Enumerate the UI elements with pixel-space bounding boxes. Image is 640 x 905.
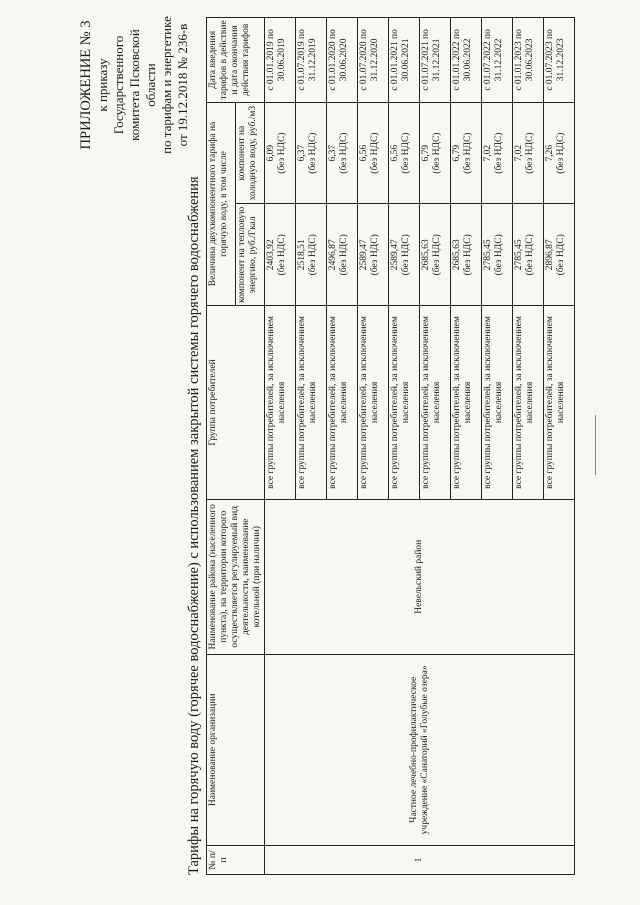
water-vat-note: (без НДС) [432, 132, 442, 174]
water-vat-note: (без НДС) [494, 132, 504, 174]
tariff-period: с 01.07.2019 по 31.12.2019 [296, 18, 327, 103]
water-value: 7,02 [483, 144, 493, 162]
appendix-line: от 19.12.2018 № 236-в [175, 23, 190, 147]
tariff-period: с 01.07.2021 по 31.12.2021 [420, 18, 451, 103]
heat-value: 2785,45 [514, 239, 524, 271]
tariff-period: с 01.07.2023 по 31.12.2023 [544, 18, 575, 103]
tariff-period: с 01.01.2019 по 30.06.2019 [265, 18, 296, 103]
heat-value: 2896,87 [545, 239, 555, 271]
water-component [482, 102, 513, 204]
header-num: № п/п [207, 845, 265, 874]
tariff-period: с 01.01.2020 по 30.06.2020 [327, 18, 358, 103]
heat-vat-note: (без НДС) [432, 234, 442, 276]
heat-value: 2685,63 [452, 239, 462, 271]
tariff-period: с 01.07.2020 по 31.12.2020 [358, 18, 389, 103]
water-component [389, 102, 420, 204]
header-heat: компонент на тепловую энергию, руб./Гкал [236, 204, 265, 306]
heat-vat-note: (без НДС) [525, 234, 535, 276]
consumer-group: все группы потребителей, за исключением населения [513, 306, 544, 500]
heat-value: 2518,51 [297, 239, 307, 271]
water-value: 6,56 [390, 144, 400, 162]
consumer-group: все группы потребителей, за исключением населения [544, 306, 575, 500]
heat-value: 2496,87 [328, 239, 338, 271]
heat-component [265, 204, 296, 306]
appendix-line: по тарифам и энергетике [159, 16, 174, 154]
district-name: Невельский район [265, 499, 575, 654]
water-vat-note: (без НДС) [370, 132, 380, 174]
heat-component [451, 204, 482, 306]
heat-vat-note: (без НДС) [370, 234, 380, 276]
water-value: 6,79 [452, 144, 462, 162]
heat-component [513, 204, 544, 306]
consumer-group: все группы потребителей, за исключением населения [482, 306, 513, 500]
row-number: 1 [265, 845, 575, 874]
water-value: 6,56 [359, 144, 369, 162]
heat-component [358, 204, 389, 306]
heat-value: 2685,63 [421, 239, 431, 271]
document-title: Тарифы на горячую воду (горячее водоснабжение) с использованием закрытой системы горячего водоснабжения [186, 176, 202, 875]
appendix-block [78, 10, 191, 160]
header-water: компонент на холодную воду, руб./м3 [236, 102, 265, 204]
organization-name: Частное лечебно-профилактическое учреждение «Санаторий «Голубые озера» [265, 654, 575, 845]
water-component [265, 102, 296, 204]
heat-vat-note: (без НДС) [463, 234, 473, 276]
tariff-period: с 01.01.2022 по 30.06.2022 [451, 18, 482, 103]
consumer-group: все группы потребителей, за исключением населения [358, 306, 389, 500]
tariff-period: с 01.07.2022 по 31.12.2022 [482, 18, 513, 103]
header-district: Наименование района (населенного пункта), на территории которого осуществляется регулируемый вид деятельности, наименование котельной (при наличии) [207, 499, 265, 654]
consumer-group: все группы потребителей, за исключением населения [327, 306, 358, 500]
water-value: 6,79 [421, 144, 431, 162]
heat-value: 2785,45 [483, 239, 493, 271]
header-dates: Дата введения тарифов в действие и дата окончания действия тарифов [207, 18, 265, 103]
heat-component [296, 204, 327, 306]
water-vat-note: (без НДС) [339, 132, 349, 174]
header-org: Наименование организации [207, 654, 265, 845]
consumer-group: все группы потребителей, за исключением населения [296, 306, 327, 500]
heat-vat-note: (без НДС) [556, 234, 566, 276]
heat-component [327, 204, 358, 306]
water-value: 6,09 [266, 144, 276, 162]
water-component [296, 102, 327, 204]
heat-vat-note: (без НДС) [308, 234, 318, 276]
table-header-row [207, 18, 236, 875]
table-row [265, 18, 296, 875]
water-vat-note: (без НДС) [525, 132, 535, 174]
water-vat-note: (без НДС) [463, 132, 473, 174]
divider [595, 415, 596, 475]
water-value: 7,02 [514, 144, 524, 162]
heat-vat-note: (без НДС) [339, 234, 349, 276]
heat-vat-note: (без НДС) [277, 234, 287, 276]
heat-value: 2589,47 [390, 239, 400, 271]
heat-component [482, 204, 513, 306]
water-vat-note: (без НДС) [308, 132, 318, 174]
water-component [327, 102, 358, 204]
consumer-group: все группы потребителей, за исключением населения [265, 306, 296, 500]
header-value: Величина двухкомпонентного тарифа на горячую воду, в том числе [207, 102, 236, 305]
tariff-period: с 01.01.2021 по 30.06.2021 [389, 18, 420, 103]
tariff-table [206, 17, 575, 875]
appendix-line: комитета Псковской области [127, 29, 158, 141]
water-component [420, 102, 451, 204]
water-component [451, 102, 482, 204]
water-component [544, 102, 575, 204]
appendix-line: к приказу Государственного [95, 35, 126, 135]
consumer-group: все группы потребителей, за исключением населения [451, 306, 482, 500]
tariff-period: с 01.01.2023 по 30.06.2023 [513, 18, 544, 103]
heat-vat-note: (без НДС) [494, 234, 504, 276]
heat-component [420, 204, 451, 306]
heat-value: 2589,47 [359, 239, 369, 271]
water-component [358, 102, 389, 204]
water-value: 6,37 [297, 144, 307, 162]
water-value: 7,26 [545, 144, 555, 162]
header-group: Группа потребителей [207, 306, 265, 500]
water-value: 6,37 [328, 144, 338, 162]
heat-vat-note: (без НДС) [401, 234, 411, 276]
water-vat-note: (без НДС) [277, 132, 287, 174]
heat-value: 2403,92 [266, 239, 276, 271]
water-vat-note: (без НДС) [401, 132, 411, 174]
appendix-number: ПРИЛОЖЕНИЕ № 3 [78, 20, 94, 150]
consumer-group: все группы потребителей, за исключением населения [420, 306, 451, 500]
heat-component [544, 204, 575, 306]
water-vat-note: (без НДС) [556, 132, 566, 174]
heat-component [389, 204, 420, 306]
consumer-group: все группы потребителей, за исключением населения [389, 306, 420, 500]
water-component [513, 102, 544, 204]
